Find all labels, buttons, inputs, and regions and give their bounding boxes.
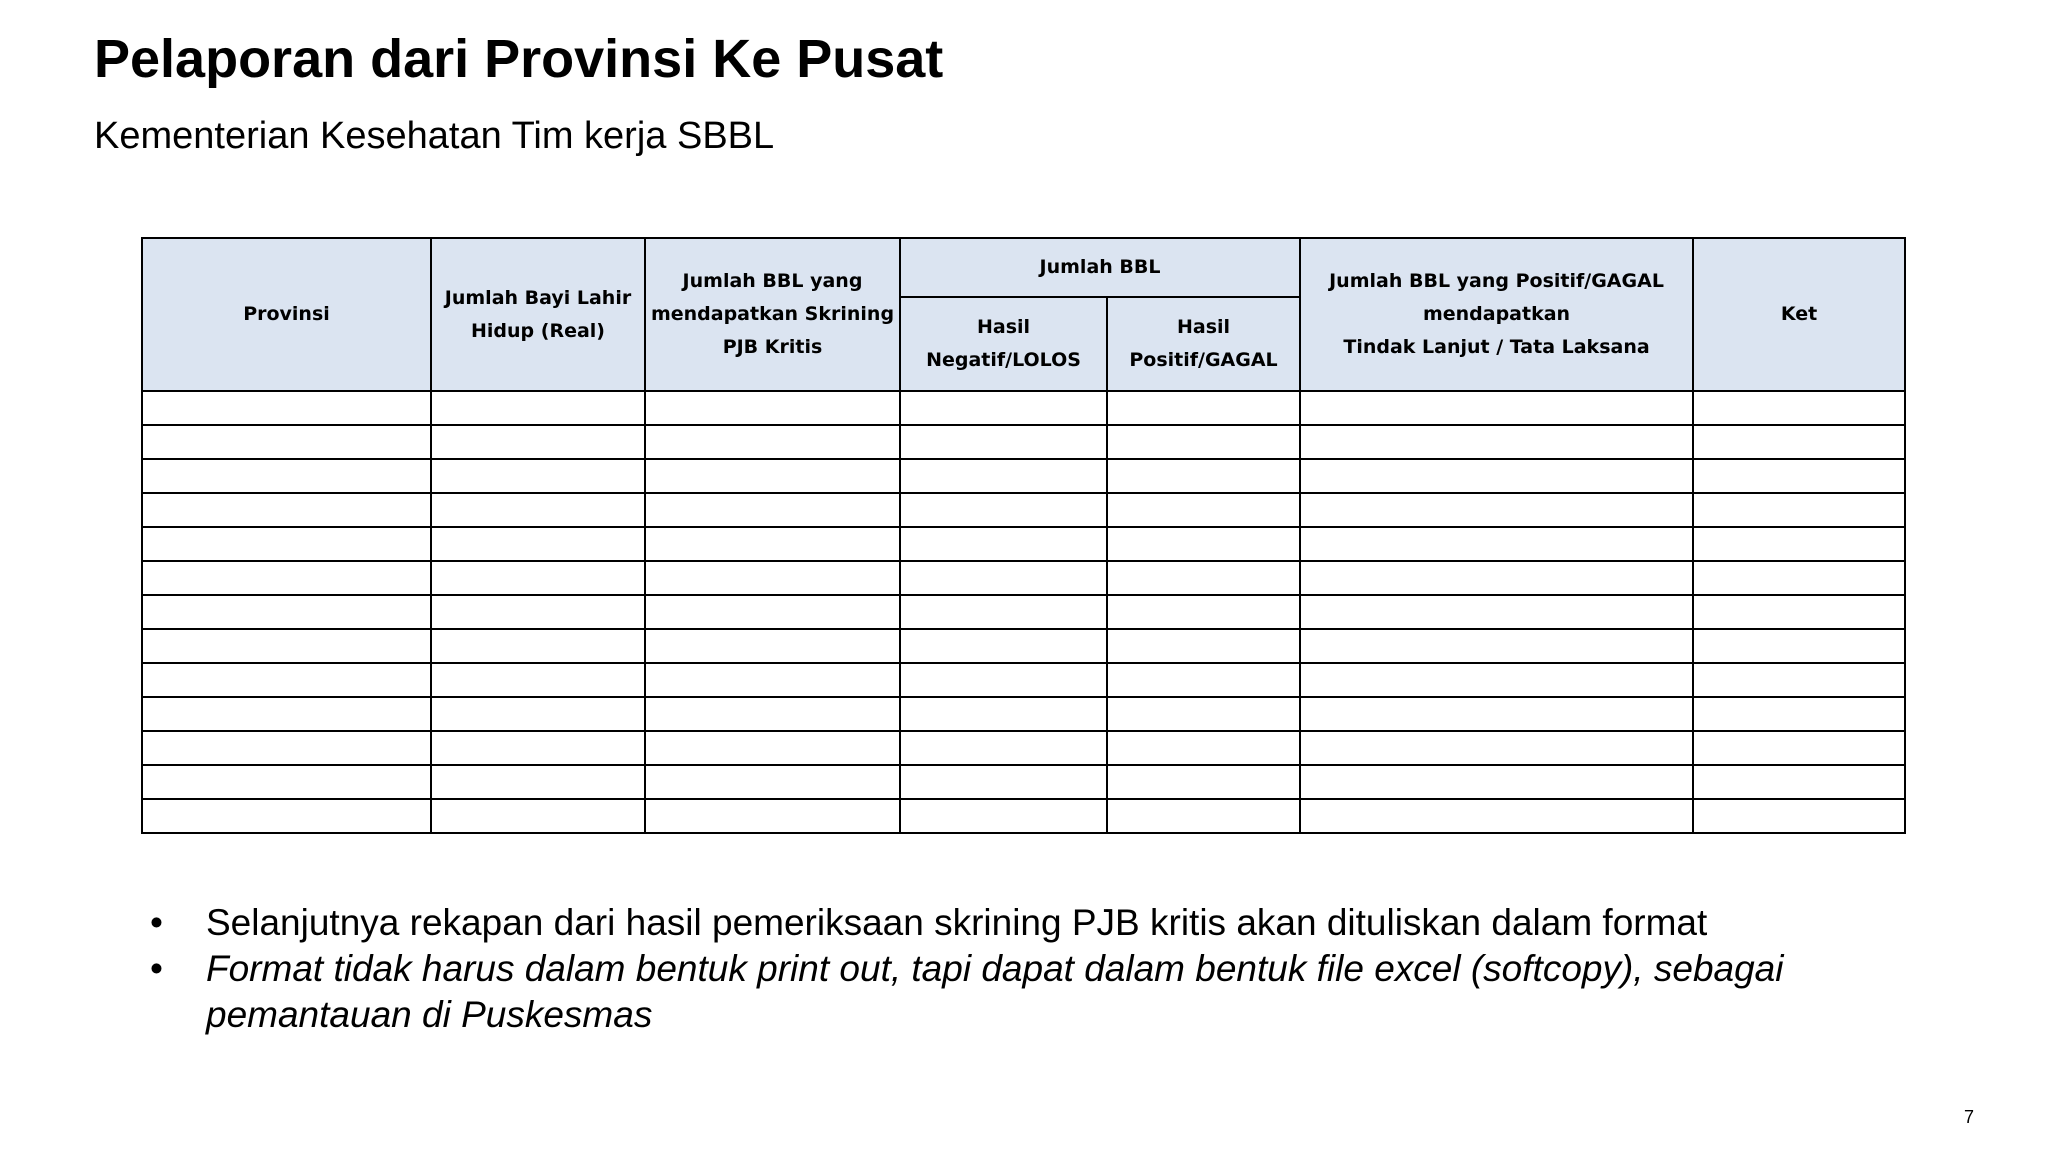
table-cell bbox=[1693, 527, 1905, 561]
table-cell bbox=[1300, 731, 1693, 765]
header-ket: Ket bbox=[1693, 238, 1905, 391]
table-cell bbox=[431, 493, 645, 527]
table-cell bbox=[1107, 629, 1300, 663]
header-jumlah-bayi-lahir: Jumlah Bayi Lahir Hidup (Real) bbox=[431, 238, 645, 391]
bullet-text: Selanjutnya rekapan dari hasil pemeriksaan skrining PJB kritis akan dituliskan dalam format bbox=[206, 902, 1708, 943]
table-cell bbox=[142, 731, 431, 765]
table-cell bbox=[431, 765, 645, 799]
table-cell bbox=[431, 697, 645, 731]
bullet-item bbox=[150, 946, 1910, 1038]
table-cell bbox=[1107, 425, 1300, 459]
bullet-icon: • bbox=[150, 902, 163, 943]
table-cell bbox=[1693, 697, 1905, 731]
table-cell bbox=[645, 493, 900, 527]
table-cell bbox=[1107, 765, 1300, 799]
table-cell bbox=[645, 799, 900, 833]
table-cell bbox=[142, 629, 431, 663]
table-cell bbox=[1107, 697, 1300, 731]
table-cell bbox=[1693, 731, 1905, 765]
table-cell bbox=[1693, 425, 1905, 459]
table-row bbox=[142, 765, 1905, 799]
table-cell bbox=[1693, 663, 1905, 697]
table-cell bbox=[1107, 493, 1300, 527]
table-cell bbox=[1693, 629, 1905, 663]
table-cell bbox=[431, 595, 645, 629]
table-cell bbox=[900, 527, 1107, 561]
table-cell bbox=[645, 765, 900, 799]
table-cell bbox=[142, 391, 431, 425]
table-row bbox=[142, 697, 1905, 731]
table-cell bbox=[142, 493, 431, 527]
table-cell bbox=[431, 629, 645, 663]
table-cell bbox=[431, 425, 645, 459]
table-cell bbox=[900, 663, 1107, 697]
slide-title: Pelaporan dari Provinsi Ke Pusat bbox=[94, 29, 944, 89]
header-jumlah-bbl: Jumlah BBL bbox=[900, 238, 1300, 297]
slide-subtitle: Kementerian Kesehatan Tim kerja SBBL bbox=[94, 115, 775, 157]
table-cell bbox=[900, 425, 1107, 459]
table-cell bbox=[1693, 561, 1905, 595]
table-cell bbox=[142, 425, 431, 459]
table-cell bbox=[1693, 799, 1905, 833]
table-row bbox=[142, 799, 1905, 833]
table-cell bbox=[431, 527, 645, 561]
header-row-1 bbox=[142, 238, 1905, 297]
header-provinsi: Provinsi bbox=[142, 238, 431, 391]
table-cell bbox=[900, 629, 1107, 663]
table-cell bbox=[645, 527, 900, 561]
bullet-icon: • bbox=[150, 948, 163, 989]
table-row bbox=[142, 663, 1905, 697]
table-cell bbox=[431, 663, 645, 697]
bullet-list bbox=[150, 900, 1910, 1038]
table-row bbox=[142, 731, 1905, 765]
table-cell bbox=[1300, 561, 1693, 595]
header-tindak-lanjut: Jumlah BBL yang Positif/GAGAL mendapatkan Tindak Lanjut / Tata Laksana bbox=[1300, 238, 1693, 391]
table-row bbox=[142, 595, 1905, 629]
table-cell bbox=[431, 799, 645, 833]
table-cell bbox=[431, 459, 645, 493]
header-hasil-negatif: Hasil Negatif/LOLOS bbox=[900, 297, 1107, 391]
table-cell bbox=[1693, 391, 1905, 425]
table-cell bbox=[1693, 595, 1905, 629]
table-cell bbox=[142, 663, 431, 697]
table-body bbox=[142, 391, 1905, 833]
table-cell bbox=[1107, 731, 1300, 765]
table-cell bbox=[900, 697, 1107, 731]
bullet-text: Format tidak harus dalam bentuk print out, tapi dapat dalam bentuk file excel (softcopy), sebagai pemantauan di Puskesmas bbox=[206, 948, 1784, 1035]
table-row bbox=[142, 425, 1905, 459]
table-cell bbox=[1300, 493, 1693, 527]
table-cell bbox=[900, 799, 1107, 833]
table-cell bbox=[1300, 629, 1693, 663]
page-number: 7 bbox=[1964, 1107, 1975, 1127]
table-cell bbox=[645, 459, 900, 493]
table-cell bbox=[142, 595, 431, 629]
table-cell bbox=[1107, 459, 1300, 493]
table-cell bbox=[431, 391, 645, 425]
table-row bbox=[142, 561, 1905, 595]
table-cell bbox=[1107, 527, 1300, 561]
table-cell bbox=[1107, 799, 1300, 833]
table-cell bbox=[645, 697, 900, 731]
table-cell bbox=[1300, 799, 1693, 833]
header-jumlah-skrining: Jumlah BBL yang mendapatkan Skrining PJB Kritis bbox=[645, 238, 900, 391]
table-cell bbox=[645, 629, 900, 663]
table-cell bbox=[1300, 527, 1693, 561]
table-row bbox=[142, 527, 1905, 561]
table-cell bbox=[431, 731, 645, 765]
table-cell bbox=[900, 731, 1107, 765]
table-cell bbox=[900, 595, 1107, 629]
table-cell bbox=[645, 595, 900, 629]
table-cell bbox=[1300, 697, 1693, 731]
table-cell bbox=[142, 561, 431, 595]
table-cell bbox=[1300, 595, 1693, 629]
table-cell bbox=[900, 765, 1107, 799]
table-cell bbox=[1693, 493, 1905, 527]
table-cell bbox=[645, 391, 900, 425]
table-cell bbox=[142, 697, 431, 731]
table-cell bbox=[900, 459, 1107, 493]
table-cell bbox=[1300, 459, 1693, 493]
report-table bbox=[141, 237, 1906, 834]
table-cell bbox=[1107, 391, 1300, 425]
table-cell bbox=[1300, 425, 1693, 459]
table-cell bbox=[645, 425, 900, 459]
table-cell bbox=[1693, 765, 1905, 799]
table-cell bbox=[1300, 663, 1693, 697]
table-row bbox=[142, 629, 1905, 663]
table-row bbox=[142, 459, 1905, 493]
table-cell bbox=[142, 765, 431, 799]
table-cell bbox=[1300, 765, 1693, 799]
table-cell bbox=[645, 561, 900, 595]
table-cell bbox=[1107, 561, 1300, 595]
table-cell bbox=[645, 731, 900, 765]
table-cell bbox=[142, 459, 431, 493]
table-cell bbox=[1107, 663, 1300, 697]
table-header bbox=[142, 238, 1905, 391]
table-cell bbox=[900, 561, 1107, 595]
table-cell bbox=[645, 663, 900, 697]
table-cell bbox=[142, 527, 431, 561]
table-cell bbox=[900, 493, 1107, 527]
bullet-item bbox=[150, 900, 1910, 946]
table-cell bbox=[1693, 459, 1905, 493]
table-cell bbox=[142, 799, 431, 833]
table-cell bbox=[1300, 391, 1693, 425]
table-row bbox=[142, 391, 1905, 425]
table-cell bbox=[431, 561, 645, 595]
header-hasil-positif: Hasil Positif/GAGAL bbox=[1107, 297, 1300, 391]
table-cell bbox=[900, 391, 1107, 425]
table-cell bbox=[1107, 595, 1300, 629]
table-row bbox=[142, 493, 1905, 527]
